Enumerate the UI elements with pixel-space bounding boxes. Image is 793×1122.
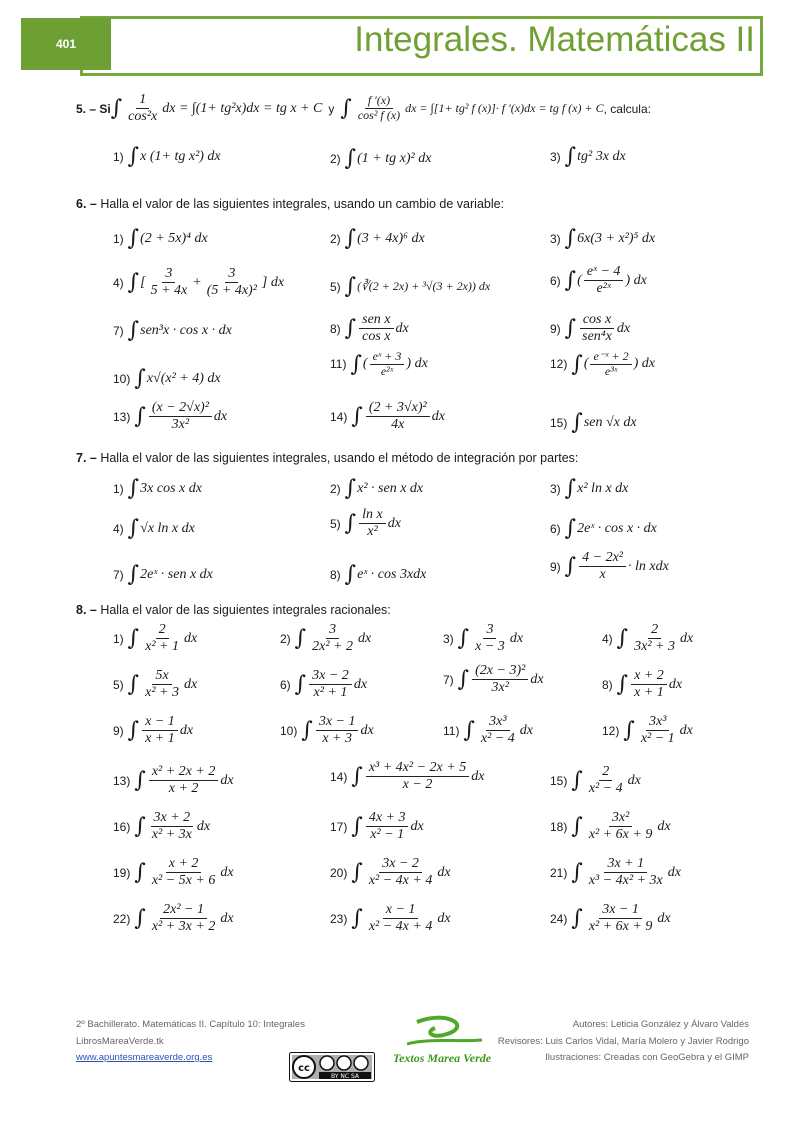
fraction [149, 764, 219, 797]
numerator: 3x − 1 [599, 902, 642, 919]
exercise-label: 12) [602, 723, 620, 738]
s6-item-11: 11) ∫ ( $\frac{\text{eˣ + 3}}{\text{e²ˣ}}$ ) dx [330, 349, 428, 378]
fraction [142, 714, 178, 747]
integral-sign: ∫ [301, 718, 313, 744]
numerator: 3x + 2 [151, 810, 194, 827]
exercise-label: 5) [113, 677, 124, 692]
exercise-label: 18) [550, 819, 568, 834]
dx: dx [657, 910, 671, 926]
fraction [142, 622, 182, 655]
integral-sign: ∫ [351, 860, 363, 886]
integral-sign: ∫ [571, 906, 583, 932]
numerator: 2x² − 1 [160, 902, 207, 919]
exercise-label: 16) [113, 819, 131, 834]
s7-item-3: 3) ∫ x² ln x dx [550, 476, 629, 501]
integral-sign: ∫ [457, 626, 470, 652]
s6-item-10: 10) ∫ x√(x² + 4) dx [113, 366, 221, 391]
integral-sign: ∫ [110, 96, 123, 122]
s5-and: y [328, 101, 335, 116]
denominator: x² + 1 [313, 685, 348, 701]
s5-item-1: 1) ∫ x (1+ tg x²) dx [113, 144, 221, 169]
integral-sign: ∫ [294, 626, 307, 652]
exercise-label: 17) [330, 819, 348, 834]
denominator: x + 1 [145, 731, 175, 747]
numerator: 2 [156, 622, 169, 639]
numerator: 2 [599, 764, 612, 781]
s5-formula-2: dx = ∫[1+ tg² f (x)]· f ′(x)dx = tg f (x) + C [405, 101, 604, 116]
svg-text:cc: cc [298, 1063, 310, 1074]
s7-item-4: 4) ∫ √x ln x dx [113, 516, 195, 541]
s6-item-5: 5) ∫ (∛(2 + 2x) + ³√(3 + 2x)) dx [330, 274, 491, 299]
integral-sign: ∫ [340, 96, 352, 122]
s7-item-8: 8) ∫ eˣ · cos 3xdx [330, 562, 427, 587]
numerator: x − 1 [383, 902, 419, 919]
fraction [366, 760, 469, 793]
exercise-label: 6) [280, 677, 291, 692]
exercise-label: 13) [113, 773, 131, 788]
s8-item-21 [550, 856, 681, 889]
exercise-label: 14) [330, 769, 348, 784]
dx: dx [196, 818, 211, 834]
fraction [149, 856, 219, 889]
fraction [142, 668, 182, 701]
s6-item-3: 3) ∫ 6x(3 + x²)⁵ dx [550, 226, 656, 251]
dx: dx [360, 722, 374, 738]
numerator: 3 [483, 622, 496, 639]
s8-item-7 [443, 663, 544, 696]
fraction [149, 810, 195, 843]
exercise-label: 20) [330, 865, 348, 880]
s8-item-24 [550, 902, 671, 935]
numerator: 3x + 1 [604, 856, 647, 873]
s8-item-16 [113, 810, 210, 843]
denominator: x² − 5x + 6 [151, 873, 216, 889]
numerator: 3x − 2 [379, 856, 422, 873]
s8-item-22 [113, 902, 234, 935]
integral-sign: ∫ [127, 672, 140, 698]
integral-sign: ∫ [457, 667, 470, 693]
s8-item-17 [330, 810, 424, 843]
exercise-label: 4) [602, 631, 613, 646]
s8-item-9 [113, 714, 193, 747]
dx: dx [519, 722, 533, 738]
denominator: x − 3 [475, 639, 505, 655]
numerator: x + 2 [166, 856, 202, 873]
integral-sign: ∫ [134, 768, 146, 794]
page-title: Integrales. Matemáticas II [354, 20, 755, 59]
s6-item-1: 1) ∫ (2 + 5x)⁴ dx [113, 226, 208, 251]
numerator: 3 [326, 622, 339, 639]
numerator: 3x³ [646, 714, 669, 731]
exercise-label: 22) [113, 911, 131, 926]
numerator: 3x³ [486, 714, 509, 731]
s8-item-8 [602, 668, 682, 701]
denominator: x + 2 [168, 781, 199, 797]
dx: dx [184, 630, 198, 646]
footer-reviewers: Revisores: Luis Carlos Vidal, María Molero y Javier Rodrigo [497, 1036, 749, 1047]
denominator: x² − 1 [370, 827, 405, 843]
dx: dx [358, 630, 372, 646]
dx: dx [220, 772, 234, 788]
denominator: x² + 3x [151, 827, 192, 843]
s7-item-6: 6) ∫ 2eˣ · cos x · dx [550, 516, 657, 541]
denominator: x² + 3 [145, 685, 179, 701]
exercise-label: 10) [280, 723, 298, 738]
integral-sign: ∫ [571, 860, 583, 886]
s8-item-19 [113, 856, 234, 889]
exercise-label: 21) [550, 865, 568, 880]
footer-illustrations: Ilustraciones: Creadas con GeoGebra y el GIMP [545, 1052, 749, 1063]
integral-sign: ∫ [351, 814, 363, 840]
s6-item-6: 6) ∫ ( $\frac{\text{eˣ − 4}}{\text{e²ˣ}}$ ) dx [550, 264, 647, 297]
numerator: x³ + 4x² − 2x + 5 [366, 760, 469, 777]
numerator: 5x [152, 668, 171, 685]
s6-item-13: 13) ∫ $\frac{\text{(x − 2√x)²}}{\text{3x²}}$ dx [113, 400, 228, 433]
integral-sign: ∫ [134, 860, 146, 886]
dx: dx [220, 864, 234, 880]
fraction [366, 810, 409, 843]
denominator: 2x² + 2 [312, 639, 353, 655]
fraction [631, 668, 667, 701]
fraction [586, 902, 656, 935]
s6-heading: 6. – Halla el valor de las siguientes integrales, usando un cambio de variable: [76, 197, 505, 211]
exercise-label: 19) [113, 865, 131, 880]
fraction [472, 622, 508, 655]
footer-authors: Autores: Leticia González y Álvaro Valdés [572, 1019, 749, 1030]
integral-sign: ∫ [616, 626, 629, 652]
s6-item-8: 8) ∫ $\frac{\text{sen x}}{\text{cos x}}$ dx [330, 312, 409, 345]
numerator: x² + 2x + 2 [149, 764, 219, 781]
exercise-label: 23) [330, 911, 348, 926]
exercise-label: 24) [550, 911, 568, 926]
dx: dx [657, 818, 671, 834]
exercise-label: 15) [550, 773, 568, 788]
s8-item-13 [113, 764, 234, 797]
s7-heading: 7. – Halla el valor de las siguientes integrales, usando el método de integración por partes: [76, 451, 579, 465]
denominator: x² − 4 [480, 731, 515, 747]
integral-sign: ∫ [616, 672, 629, 698]
integral-sign: ∫ [351, 764, 363, 790]
exercise-label: 11) [443, 723, 460, 738]
s5-item-2: 2) ∫ (1 + tg x)² dx [330, 146, 432, 171]
s6-item-2: 2) ∫ (3 + 4x)⁶ dx [330, 226, 425, 251]
s7-item-9: 9) ∫ $\frac{\text{4 − 2x²}}{x}$ · ln xdx [550, 550, 669, 583]
denominator: x − 2 [402, 777, 433, 793]
exercise-label: 7) [443, 672, 454, 687]
numerator: 2 [648, 622, 661, 639]
integral-sign: ∫ [127, 626, 140, 652]
s8-item-23 [330, 902, 451, 935]
s8-heading: 8. – Halla el valor de las siguientes integrales racionales: [76, 603, 391, 617]
dx: dx [437, 864, 451, 880]
numerator: 3x − 1 [316, 714, 359, 731]
s5-heading: 5. – Si [76, 101, 111, 116]
denominator: x + 1 [634, 685, 664, 701]
exercise-label: 9) [113, 723, 124, 738]
svg-text:BY NC SA: BY NC SA [331, 1073, 359, 1080]
s7-item-2: 2) ∫ x² · sen x dx [330, 476, 424, 501]
numerator: x + 2 [631, 668, 667, 685]
s6-item-12: 12) ∫ ( $\frac{\text{e⁻ˣ + 2}}{\text{e³ˣ}}$ ) dx [550, 349, 656, 378]
footer-link[interactable]: www.apuntesmareaverde.org.es [76, 1052, 213, 1063]
fraction [586, 810, 656, 843]
numerator: 3x − 2 [309, 668, 352, 685]
fraction [309, 622, 356, 655]
s8-item-11 [443, 714, 533, 747]
fraction [586, 764, 626, 797]
integral-sign: ∫ [127, 718, 140, 744]
dx: dx [184, 676, 198, 692]
denominator: x² + 6x + 9 [588, 919, 653, 935]
numerator: 3x² [609, 810, 632, 827]
denominator: 3x² [491, 680, 509, 696]
fraction [316, 714, 359, 747]
integral-sign: ∫ [463, 718, 475, 744]
dx: dx [437, 910, 451, 926]
denominator: 3x² + 3 [634, 639, 675, 655]
fraction [586, 856, 666, 889]
numerator: 4x + 3 [366, 810, 409, 827]
fraction [478, 714, 518, 747]
exercise-label: 8) [602, 677, 613, 692]
exercise-label: 3) [443, 631, 454, 646]
denominator: x² + 1 [145, 639, 179, 655]
fraction [631, 622, 678, 655]
s6-item-4: 4) ∫ [ $\frac{3}{5 + 4x}$ + $\frac{3}{\text{(5 + 4x)²}}$ ] dx [113, 266, 285, 299]
s5-fraction-1: $\frac{1}{\text{cos²x}}$ [128, 92, 158, 125]
s5-intro [76, 92, 651, 125]
s7-item-1: 1) ∫ 3x cos x dx [113, 476, 202, 501]
integral-sign: ∫ [571, 814, 583, 840]
dx: dx [668, 676, 683, 692]
exercise-label: 1) [113, 631, 124, 646]
denominator: x² + 3x + 2 [151, 919, 216, 935]
dx: dx [471, 768, 485, 784]
s7-item-7: 7) ∫ 2eˣ · sen x dx [113, 562, 213, 587]
integral-sign: ∫ [294, 672, 307, 698]
svg-text:Textos Marea Verde: Textos Marea Verde [392, 1051, 492, 1065]
dx: dx [410, 818, 424, 834]
s8-item-20 [330, 856, 451, 889]
footer-site: LibrosMareaVerde.tk [76, 1036, 164, 1047]
s5-fraction-2: $\frac{f '(x)}{\text{cos² f (x)}}$ [357, 93, 401, 123]
exercise-label: 2) [280, 631, 291, 646]
dx: dx [530, 671, 544, 687]
dx: dx [680, 630, 694, 646]
fraction [309, 668, 352, 701]
denominator: x² − 4 [588, 781, 623, 797]
s8-item-4 [602, 622, 693, 655]
s7-item-5: 5) ∫ $\frac{\text{ln x}}{\text{x²}}$ dx [330, 507, 401, 540]
fraction [472, 663, 528, 696]
s8-item-1 [113, 622, 197, 655]
integral-sign: ∫ [571, 768, 583, 794]
integral-sign: ∫ [134, 906, 146, 932]
s8-item-3 [443, 622, 523, 655]
s6-item-15: 15) ∫ sen √x dx [550, 410, 637, 435]
denominator: x² − 4x + 4 [368, 919, 433, 935]
s8-item-10 [280, 714, 374, 747]
fraction [149, 902, 219, 935]
denominator: x² + 6x + 9 [588, 827, 653, 843]
denominator: x³ − 4x² + 3x [588, 873, 663, 889]
dx: dx [353, 676, 368, 692]
creative-commons-license-icon [289, 1052, 375, 1082]
dx: dx [179, 722, 194, 738]
numerator: (2x − 3)² [472, 663, 528, 680]
numerator: x − 1 [142, 714, 178, 731]
fraction [366, 856, 436, 889]
s5-formula-1: dx = ∫(1+ tg²x)dx = tg x + C [162, 100, 323, 116]
s8-item-18 [550, 810, 671, 843]
integral-sign: ∫ [623, 718, 635, 744]
marea-verde-logo-icon [387, 1012, 497, 1072]
fraction [366, 902, 436, 935]
footer-course: 2º Bachillerato. Matemáticas II. Capítulo 10: Integrales [76, 1019, 305, 1030]
s8-item-2 [280, 622, 371, 655]
s6-item-7: 7) ∫ sen³x · cos x · dx [113, 318, 232, 343]
integral-sign: ∫ [134, 814, 146, 840]
fraction [638, 714, 678, 747]
s8-item-6 [280, 668, 367, 701]
denominator: x² − 1 [640, 731, 675, 747]
dx: dx [667, 864, 681, 880]
integral-sign: ∫ [351, 906, 363, 932]
s5-item-3: 3) ∫ tg² 3x dx [550, 144, 626, 169]
s8-item-15 [550, 764, 641, 797]
s6-item-14: 14) ∫ $\frac{\text{(2 + 3√x)²}}{4x}$ dx [330, 400, 445, 433]
dx: dx [627, 772, 641, 788]
denominator: x + 3 [322, 731, 352, 747]
s8-item-5 [113, 668, 197, 701]
denominator: x² − 4x + 4 [368, 873, 433, 889]
s8-item-12 [602, 714, 693, 747]
s6-item-9: 9) ∫ $\frac{\text{cos x}}{\text{sen⁴x}}$ dx [550, 312, 631, 345]
dx: dx [679, 722, 693, 738]
page-number-badge: 401 [21, 18, 111, 70]
dx: dx [509, 630, 524, 646]
s5-calcula: , calcula: [603, 101, 651, 116]
s8-item-14 [330, 760, 484, 793]
dx: dx [220, 910, 234, 926]
